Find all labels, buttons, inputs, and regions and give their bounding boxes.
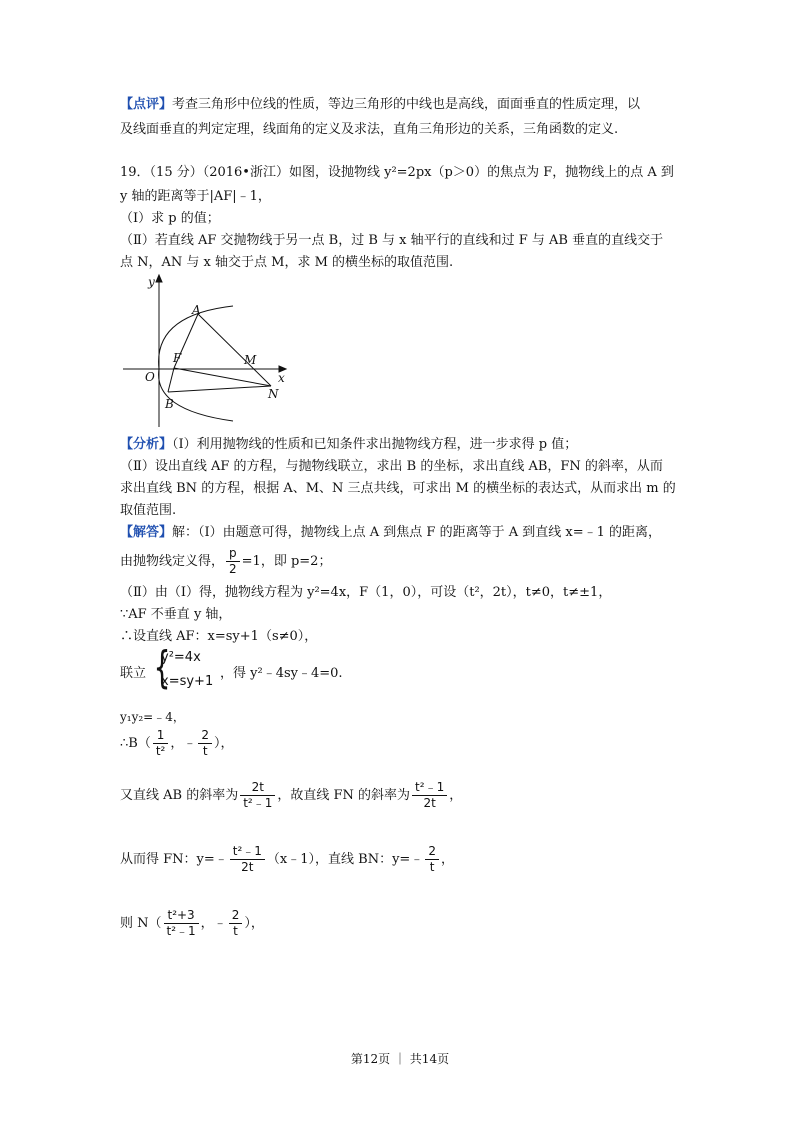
review-text-1: 考查三角形中位线的性质，等边三角形的中线也是高线，面面垂直的性质定理，以	[172, 97, 641, 112]
segment-FB	[168, 368, 174, 392]
solution-line-3: （Ⅱ）由（Ⅰ）得，抛物线方程为 y²=4x，F（1，0），可设（t²，2t），t≠0，t≠±1，	[120, 585, 612, 600]
solution-line-1	[120, 524, 661, 542]
analysis-text-1: （Ⅰ）利用抛物线的性质和已知条件求出抛物线方程，进一步求得 p 值；	[172, 437, 578, 452]
label-O: O	[145, 370, 155, 384]
fraction-t2-1-over-2t: $\frac{\text{t²﹣1}}{2t}$	[412, 780, 447, 811]
solution-line-11: 则 N（ $\frac{\text{t²+3}}{\text{t²﹣1}}$ ，﹣ $\frac{2}{t}$ ），	[120, 908, 264, 938]
left-brace: {	[153, 642, 171, 693]
analysis-line-4: 取值范围.	[120, 503, 177, 518]
solution-line-10: 从而得 FN：y=﹣ $\frac{\text{t²﹣1}}{2t}$ （x﹣1），直线 BN：y=﹣ $\frac{2}{t}$ ，	[120, 844, 454, 874]
label-M: M	[244, 353, 257, 367]
segment-BN	[168, 386, 271, 392]
fraction-2t-over-t2-1: $\frac{2t}{\text{t²﹣1}}$	[240, 780, 275, 811]
solution-line-7: y₁y₂=﹣4，	[120, 710, 185, 724]
problem-part-2b: 点 N，AN 与 x 轴交于点 M，求 M 的横坐标的取值范围.	[120, 255, 454, 270]
fraction-p-over-2: $\frac{p}{2}$	[226, 546, 240, 577]
label-y: y	[148, 275, 155, 289]
analysis-line-3: 求出直线 BN 的方程，根据 A、M、N 三点共线，可求出 M 的横坐标的表达式，从而求出 m 的	[120, 481, 676, 496]
label-B: B	[165, 397, 174, 411]
problem-line-2: y 轴的距离等于|AF|﹣1，	[120, 189, 271, 204]
label-N: N	[268, 387, 279, 401]
parabola-figure	[118, 270, 293, 430]
problem-part-1: （Ⅰ）求 p 的值；	[120, 211, 220, 226]
fraction-bn-value: $\frac{2}{t}$	[425, 844, 439, 875]
label-F: F	[173, 351, 182, 365]
problem-part-2a: （Ⅱ）若直线 AF 交抛物线于另一点 B，过 B 与 x 轴平行的直线和过 F 与 AB 垂直的直线交于	[120, 233, 664, 248]
label-A: A	[192, 303, 201, 317]
solution-line-4: ∵AF 不垂直 y 轴，	[120, 607, 232, 622]
analysis-tag: 【分析】	[120, 437, 173, 452]
system-row-1: y²=4x	[161, 650, 201, 665]
review-tag: 【点评】	[120, 97, 173, 112]
segment-AN	[198, 314, 271, 386]
analysis-line-2: （Ⅱ）设出直线 AF 的方程，与抛物线联立，求出 B 的坐标，求出直线 AB，FN 的斜率，从而	[120, 459, 663, 474]
analysis-line-1	[120, 436, 577, 454]
segment-FN	[174, 368, 271, 386]
page-footer: 第12页 ｜ 共14页	[350, 1052, 450, 1066]
y-axis-arrow	[156, 275, 162, 282]
fraction-1-over-t2: $\frac{1}{\text{t²}}$	[153, 728, 169, 759]
fraction-n-y: $\frac{2}{t}$	[229, 908, 243, 939]
fraction-n-x: $\frac{\text{t²+3}}{\text{t²﹣1}}$	[164, 908, 199, 939]
solution-line-8: ∴B（ $\frac{1}{\text{t²}}$ ，﹣ $\frac{2}{t}$ ），	[120, 728, 234, 758]
review-line-1	[120, 96, 640, 114]
problem-line-1: 19．（15 分）（2016•浙江）如图，设抛物线 y²=2px（p＞0）的焦点为 F，抛物线上的点 A 到	[120, 165, 674, 180]
solution-tag: 【解答】	[120, 525, 173, 540]
solution-line-9: 又直线 AB 的斜率为 $\frac{2t}{\text{t²﹣1}}$ ，故直线 FN 的斜率为 $\frac{\text{t²﹣1}}{2t}$ ，	[120, 780, 463, 810]
label-x: x	[278, 371, 285, 385]
system-row-2: x=sy+1	[161, 674, 214, 689]
fraction-2-over-t: $\frac{2}{t}$	[198, 728, 212, 759]
solution-line-2: 由抛物线定义得， $\frac{p}{2}$ =1，即 p=2；	[120, 546, 332, 576]
review-line-2: 及线面垂直的判定定理，线面角的定义及求法，直角三角形边的关系，三角函数的定义.	[120, 122, 619, 137]
solution-text-1: 解：（Ⅰ）由题意可得，抛物线上点 A 到焦点 F 的距离等于 A 到直线 x=﹣1 的距离，	[172, 525, 662, 540]
fraction-fn-slope: $\frac{\text{t²﹣1}}{2t}$	[230, 844, 265, 875]
solution-line-5: ∴设直线 AF：x=sy+1（s≠0），	[120, 629, 318, 644]
